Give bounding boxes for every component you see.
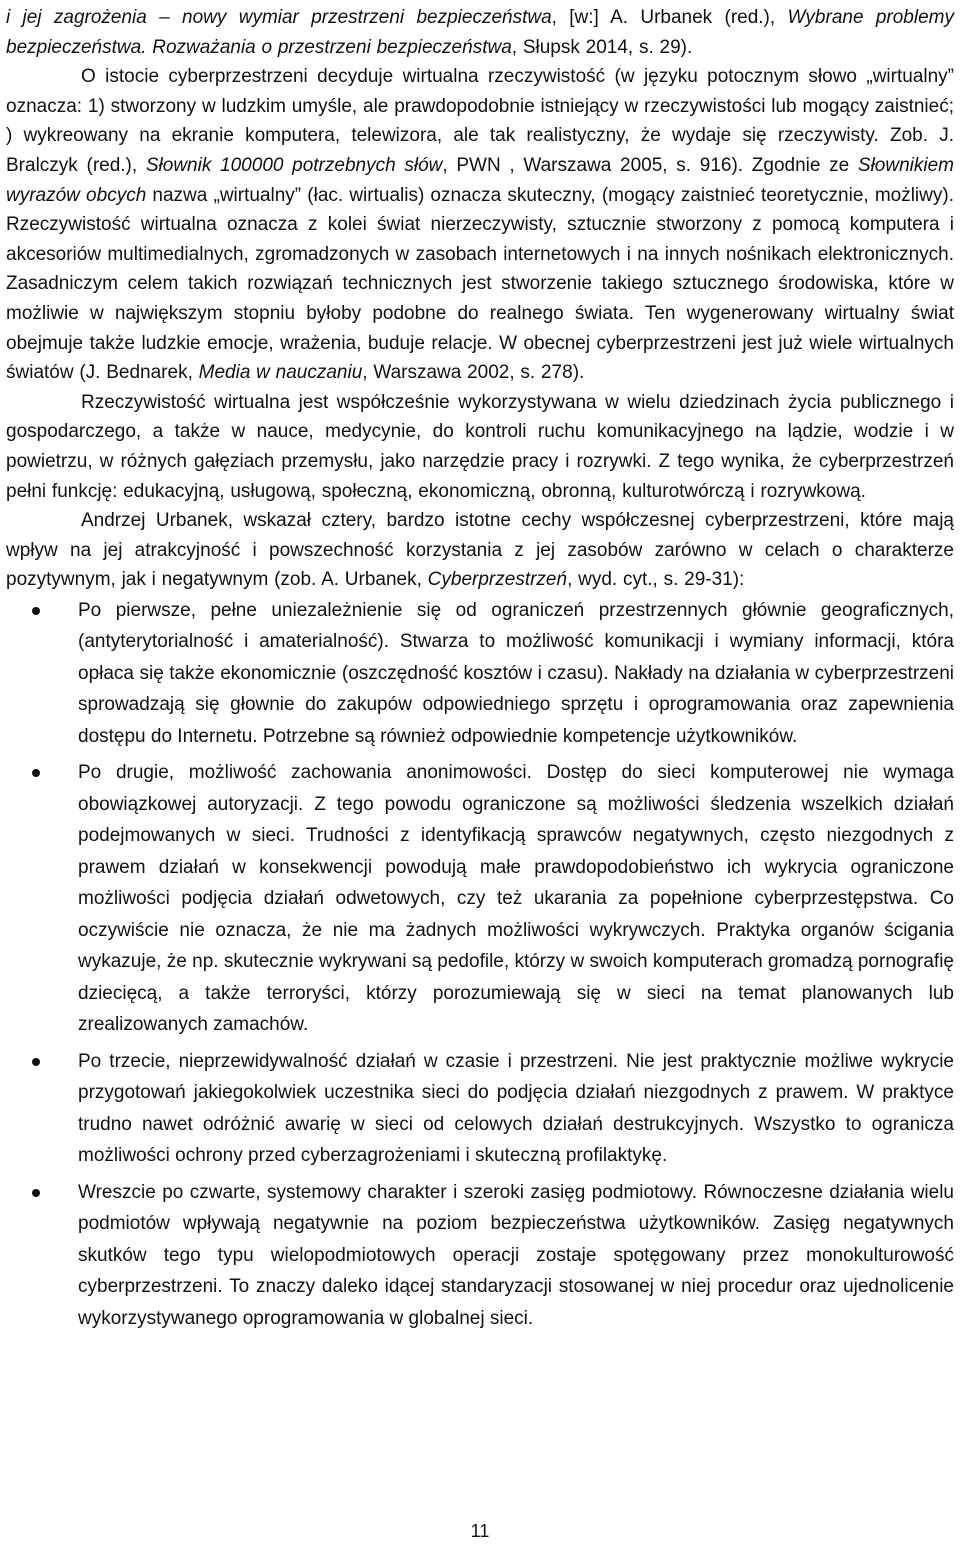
citation-title-italic: i jej zagrożenia – nowy wymiar przestrzeni bezpieczeństwa (6, 7, 552, 28)
citation-text: , [w:] A. Urbanek (red.), (551, 7, 788, 28)
citation-italic: Słownik 100000 potrzebnych słów (145, 154, 443, 176)
list-item (6, 595, 954, 753)
list-item-text: Po trzecie, nieprzewidywalność działań w czasie i przestrzeni. Nie jest praktycznie możliwe wykrycie przygotowań jakiegokolwiek uczestnika sieci do podjęcia działań niezgodnych z prawem. W praktyce trudno nawet odróżnić awarię w sieci od celowych działań destrukcyjnych. Wszystko to ogranicza możliwości ochrony przed cyberzagrożeniami i skuteczną profilaktykę. (78, 1050, 954, 1167)
bullet-icon (32, 769, 40, 777)
paragraph-text: nazwa „wirtualny” (łac. wirtualis) oznacza skuteczny, (mogący zaistnieć teoretycznie, możliwy). Rzeczywistość wirtualna oznacza z kolei świat nierzeczywisty, sztucznie stworzony z pomocą komputera i akcesoriów multimedialnych, zgromadzonych w zasobach internetowych i na innych nośnikach elektronicznych. Zasadniczym celem takich rozwiązań technicznych jest stworzenie takiego sztucznego środowiska, które w możliwie w największym stopniu byłoby podobne do realnego świata. Ten wygenerowany wirtualny świat obejmuje także ludzkie emocje, wrażenia, buduje relacje. W obecnej cyberprzestrzeni jest już wiele wirtualnych światów (J. Bednarek, (6, 184, 954, 384)
list-item-text: Po drugie, możliwość zachowania anonimowości. Dostęp do sieci komputerowej nie wymaga obowiązkowej autoryzacji. Z tego powodu ograniczone są możliwości śledzenia wszelkich działań podejmowanych w sieci. Trudności z identyfikacją sprawców negatywnych, często niezgodnych z prawem działań w konsekwencji powodują małe prawdopodobieństwo ich wykrycia ograniczone możliwości podjęcia działań odwetowych, czy też ukarania za popełnione cyberprzestępstwa. Co oczywiście nie oznacza, że nie ma żadnych możliwości wykrywczych. Praktyka organów ścigania wykazuje, że np. skutecznie wykrywani są pedofile, którzy w swoich komputerach gromadzą pornografię dziecięcą, a także terroryści, którzy porozumiewają się w sieci na temat planowanych lub zrealizowanych zamachów. (78, 762, 954, 1036)
paragraph-text: Andrzej Urbanek, wskazał cztery, bardzo istotne cechy współczesnej cyberprzestrzeni, które mają wpływ na jej atrakcyjność i powszechność korzystania z jej zasobów zarówno w celach o charakterze pozytywnym, jak i negatywnym (zob. A. Urbanek, (6, 510, 954, 591)
citation-italic: Media w nauczaniu (198, 362, 363, 384)
paragraph-text: , PWN , Warszawa 2005, s. 916). Zgodnie ze (442, 154, 858, 176)
citation-italic: Cyberprzestrzeń (427, 569, 568, 591)
paragraph-text: , Warszawa 2002, s. 278). (362, 362, 585, 384)
citation-book-title: Wybrane problemy bezpieczeństwa. Rozważania o przestrzeni bezpieczeństwa (6, 7, 954, 58)
paragraph-text: , wyd. cyt., s. 29-31): (567, 569, 745, 591)
list-item (6, 757, 954, 1041)
list-item (6, 1177, 954, 1335)
list-item-text: Wreszcie po czwarte, systemowy charakter i szeroki zasięg podmiotowy. Równoczesne działania wielu podmiotów wpływają negatywnie na poziom bezpieczeństwa użytkowników. Zasięg negatywnych skutków tego typu wielopodmiotowych operacji zostaje spotęgowany przez monokulturowość cyberprzestrzeni. To znaczy daleko idącej standaryzacji stosowanej w niej procedur oraz ujednolicenie wykorzystywanego oprogramowania w globalnej sieci. (78, 1181, 954, 1329)
page-number: 11 (470, 1521, 490, 1541)
citation-text: , Słupsk 2014, s. 29). (511, 36, 693, 58)
bullet-icon (32, 607, 40, 615)
paragraph-virtual-reality (6, 62, 954, 388)
citation-italic: Słownikiem wyrazów obcych (6, 154, 954, 206)
paragraph-text: O istocie cyberprzestrzeni decyduje wirtualna rzeczywistość (w języku potocznym słowo „wirtualny” oznacza: 1) stworzony w ludzkim umyśle, ale prawdopodobnie istniejący w rzeczywistości lub mogący zaistnieć; ) wykreowany na ekranie komputera, telewizora, ale tak realistyczny, że wydaje się rzeczywisty. Zob. J. Bralczyk (red.), (6, 66, 954, 176)
bullet-icon (32, 1058, 40, 1066)
list-item (6, 1046, 954, 1172)
paragraph-citation-continuation (6, 3, 954, 62)
bullet-icon (32, 1189, 40, 1197)
paragraph-four-features (6, 506, 954, 595)
document-page (0, 3, 960, 1544)
paragraph-applications: Rzeczywistość wirtualna jest współcześnie wykorzystywana w wielu dziedzinach życia publicznego i gospodarczego, a także w nauce, medycynie, do kontroli ruchu komunikacyjnego na lądzie, wodzie i w powietrzu, w różnych gałęziach przemysłu, jako narzędzie pracy i rozrywki. Z tego wynika, że cyberprzestrzeń pełni funkcję: edukacyjną, usługową, społeczną, ekonomiczną, obronną, kulturotwórczą i rozrywkową. (6, 391, 954, 502)
list-item-text: Po pierwsze, pełne uniezależnienie się od ograniczeń przestrzennych głównie geograficznych, (antyterytorialność i amaterialność). Stwarza to możliwość komunikacji i wymiany informacji, która opłaca się także ekonomicznie (oszczędność kosztów i czasu). Nakłady na działania w cyberprzestrzeni sprowadzają się głownie do zakupów odpowiedniego sprzętu i oprogramowania oraz zapewnienia dostępu do Internetu. Potrzebne są również odpowiednie kompetencje użytkowników. (78, 599, 954, 747)
feature-list (6, 595, 954, 1335)
